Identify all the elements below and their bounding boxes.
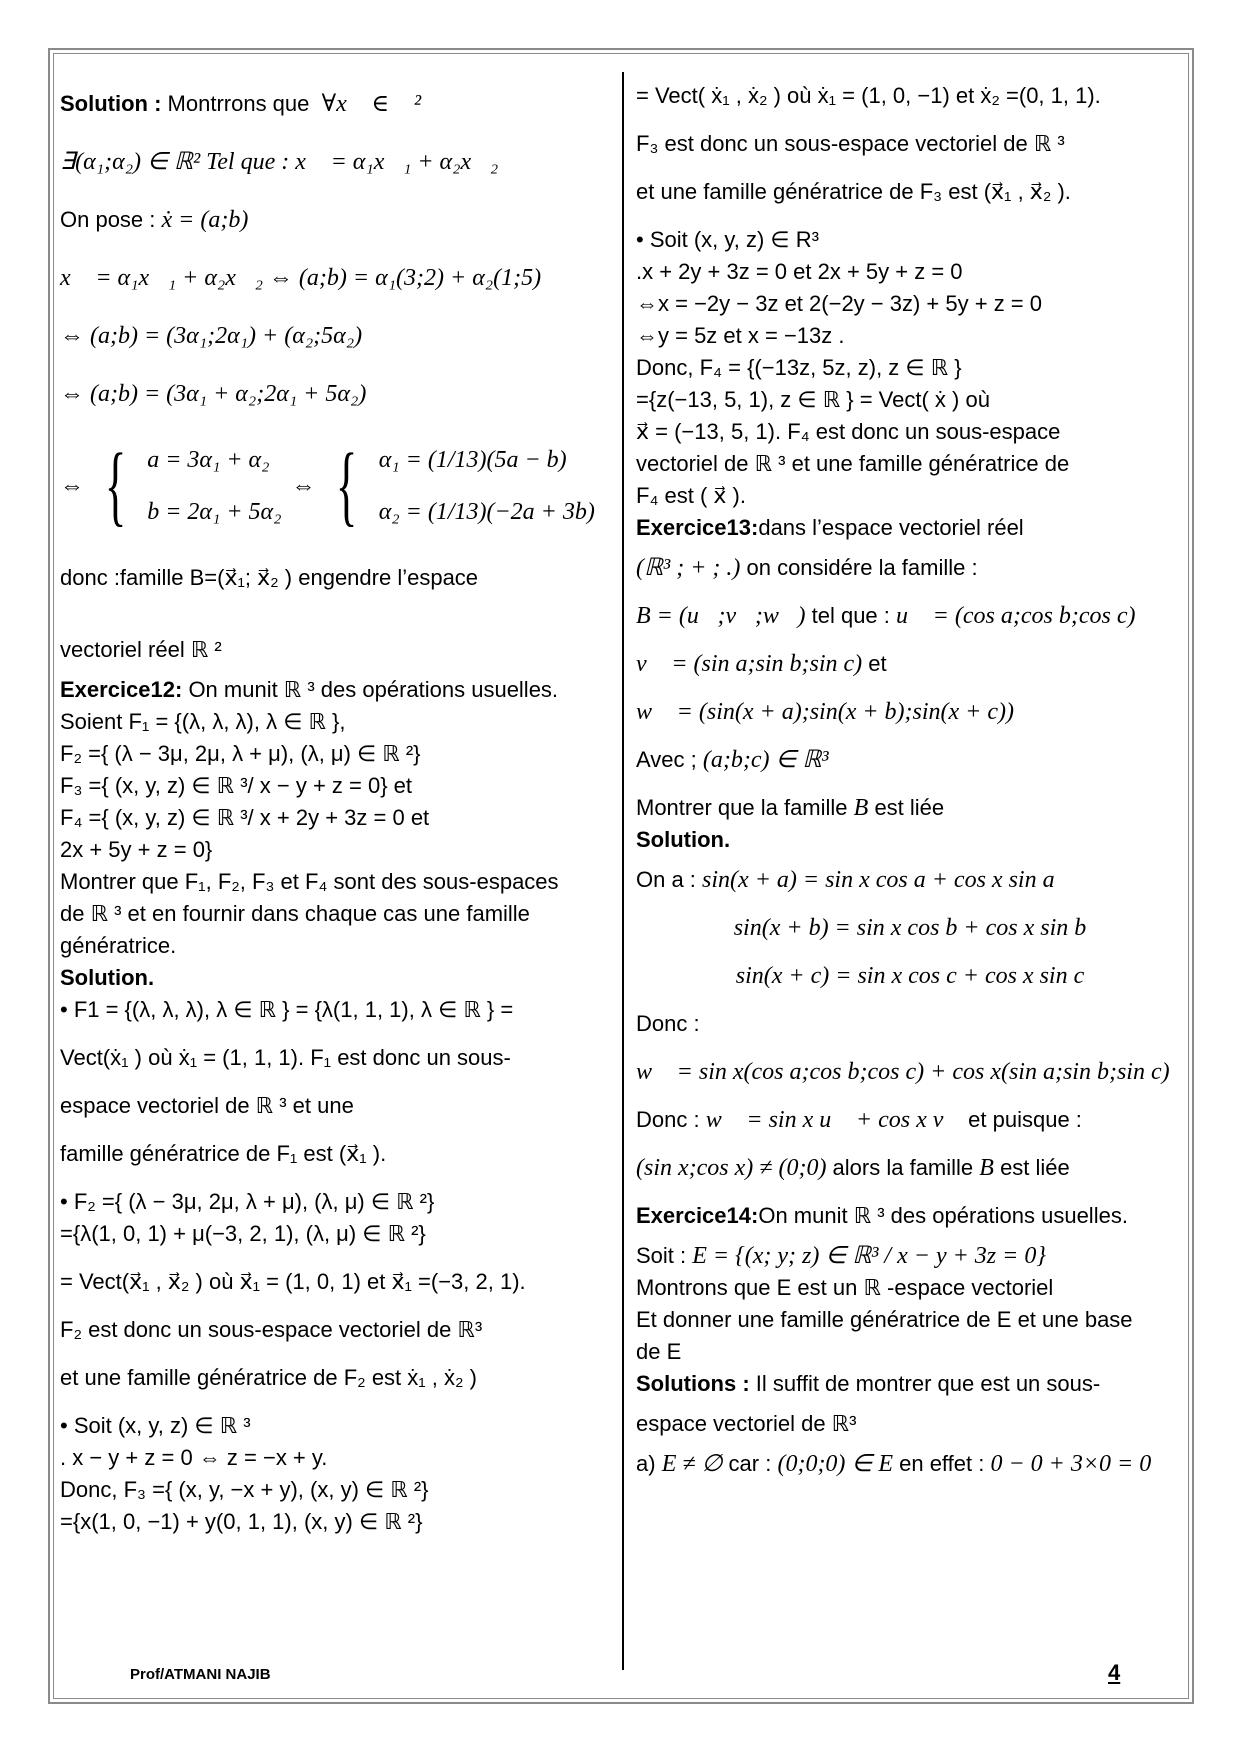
left-line: Montrer que F₁, F₂, F₃ et F₄ sont des sous-espaces: [60, 869, 559, 894]
right-line: = Vect( ẋ₁ , ẋ₂ ) où ẋ₁ = (1, 0, −1) et ẋ₂ =(0, 1, 1).: [636, 83, 1101, 108]
left-line: F₂ est donc un sous-espace vectoriel de ℝ³: [60, 1317, 483, 1342]
left-line: donc :famille B=(x⃗₁; x⃗₂ ) engendre l’espace: [60, 565, 479, 590]
system-right: [379, 444, 595, 528]
left-line: = Vect(x⃗₁ , x⃗₂ ) où x⃗₁ = (1, 0, 1) et x⃗₁ =(−3, 2, 1).: [60, 1269, 526, 1294]
left-line: x⃗ = α₁x⃗₁ + α₂x⃗₂ ⇔ (a;b) = α₁(3;2) + α₂(1;5): [60, 265, 542, 291]
right-line: ={z(−13, 5, 1), z ∈ ℝ } = Vect( ẋ ) où: [636, 387, 990, 412]
right-line: .x + 2y + 3z = 0 et 2x + 5y + z = 0: [636, 259, 963, 284]
left-line: • F₂ ={ (λ − 3μ, 2μ, λ + μ), (λ, μ) ∈ ℝ ²}: [60, 1189, 435, 1214]
right-line: • Soit (x, y, z) ∈ R³: [636, 227, 819, 252]
left-line: Donc, F₃ ={ (x, y, −x + y), (x, y) ∈ ℝ ²}: [60, 1477, 429, 1502]
right-line: Donc : w⃗ = sin x u⃗ + cos x v⃗ et puisque :: [636, 1107, 1082, 1133]
right-line: B = (u⃗;v⃗;w⃗) tel que : u⃗ = (cos a;cos b;cos c): [636, 603, 1136, 629]
right-line: sin(x + b) = sin x cos b + cos x sin b: [733, 915, 1087, 941]
left-line: et une famille génératrice de F₂ est ẋ₁ , ẋ₂ ): [60, 1365, 478, 1390]
right-line: Montrer que la famille B est liée: [636, 795, 945, 821]
left-line: F₂ ={ (λ − 3μ, 2μ, λ + μ), (λ, μ) ∈ ℝ ²}: [60, 741, 421, 766]
left-line: • Soit (x, y, z) ∈ ℝ ³: [60, 1413, 251, 1438]
page-number: 4: [1108, 1660, 1121, 1685]
left-line: ={x(1, 0, −1) + y(0, 1, 1), (x, y) ∈ ℝ ²}: [60, 1509, 423, 1534]
left-line: génératrice.: [60, 933, 177, 958]
equivalence-sign: ⇔: [60, 473, 84, 499]
right-line: Donc, F₄ = {(−13z, 5z, z), z ∈ ℝ }: [636, 355, 962, 380]
right-column: [636, 80, 1184, 1480]
left-line: ∃(α₁;α₂) ∈ ℝ² Tel que : x⃗ = α₁x⃗₁ + α₂x⃗₂: [60, 149, 499, 175]
left-line: F₄ ={ (x, y, z) ∈ ℝ ³/ x + 2y + 3z = 0 et: [60, 805, 430, 830]
system-equation: a = 3α₁ + α₂: [147, 447, 270, 473]
right-line: de E: [636, 1339, 682, 1364]
right-line: F₃ est donc un sous-espace vectoriel de ℝ ³: [636, 131, 1065, 156]
right-line: Solutions : Il suffit de montrer que est un sous-: [636, 1371, 1101, 1396]
column-divider: [622, 72, 624, 1670]
system-equation: α₁ = (1/13)(5a − b): [378, 447, 567, 473]
left-line: famille génératrice de F₁ est (x⃗₁ ).: [60, 1141, 387, 1166]
right-line: Avec ; (a;b;c) ∈ ℝ³: [636, 747, 829, 773]
right-line: Soit : E = {(x; y; z) ∈ ℝ³ / x − y + 3z = 0}: [636, 1243, 1046, 1269]
right-line: w⃗ = (sin(x + a);sin(x + b);sin(x + c)): [636, 699, 1015, 725]
equivalence-sign: ⇔: [291, 473, 316, 499]
equation-system: [60, 426, 608, 546]
right-line: sin(x + c) = sin x cos c + cos x sin c: [735, 963, 1085, 989]
right-line: Donc :: [636, 1011, 700, 1036]
right-line: (sin x;cos x) ≠ (0;0) alors la famille B est liée: [636, 1155, 1070, 1181]
left-line: ={λ(1, 0, 1) + μ(−3, 2, 1), (λ, μ) ∈ ℝ ²}: [60, 1221, 426, 1246]
right-line: v⃗ = (sin a;sin b;sin c) et: [636, 651, 887, 677]
left-line: . x − y + z = 0 ⇔ z = −x + y.: [60, 1445, 328, 1470]
left-line: ⇔ (a;b) = (3α₁ + α₂;2α₁ + 5α₂): [60, 381, 367, 407]
left-brace: {: [336, 436, 358, 535]
right-line: x⃗ = (−13, 5, 1). F₄ est donc un sous-espace: [636, 419, 1061, 444]
left-line: On pose : ẋ = (a;b): [60, 207, 249, 233]
left-line: Solution.: [60, 965, 155, 990]
right-line: Solution.: [636, 827, 731, 852]
right-line: Exercice14:On munit ℝ ³ des opérations usuelles.: [636, 1203, 1128, 1228]
right-line: w⃗ = sin x(cos a;cos b;cos c) + cos x(sin a;sin b;sin c): [636, 1059, 1170, 1085]
left-line: ⇔ (a;b) = (3α₁;2α₁) + (α₂;5α₂): [60, 323, 363, 349]
right-line: ⇔x = −2y − 3z et 2(−2y − 3z) + 5y + z = 0: [636, 291, 1043, 316]
system-left: [147, 444, 281, 528]
right-line: Et donner une famille génératrice de E et une base: [636, 1307, 1133, 1332]
left-line: Solution : Montrrons que ∀x⃗ ∈ ℝ²: [60, 91, 422, 117]
right-line: ⇔y = 5z et x = −13z .: [636, 323, 845, 348]
left-line: 2x + 5y + z = 0}: [60, 837, 213, 862]
footer-author: Prof/ATMANI NAJIB: [130, 1666, 271, 1683]
left-line: • F1 = {(λ, λ, λ), λ ∈ ℝ } = {λ(1, 1, 1), λ ∈ ℝ } =: [60, 997, 514, 1022]
right-line: et une famille génératrice de F₃ est (x⃗₁ , x⃗₂ ).: [636, 179, 1071, 204]
left-line: de ℝ ³ et en fournir dans chaque cas une famille: [60, 901, 530, 926]
right-line: On a : sin(x + a) = sin x cos a + cos x sin a: [636, 867, 1055, 893]
system-equation: α₂ = (1/13)(−2a + 3b): [378, 499, 595, 525]
system-equation: b = 2α₁ + 5α₂: [147, 499, 282, 525]
left-brace: {: [104, 436, 127, 535]
left-line: Vect(ẋ₁ ) où ẋ₁ = (1, 1, 1). F₁ est donc un sous-: [60, 1045, 511, 1070]
left-line: F₃ ={ (x, y, z) ∈ ℝ ³/ x − y + z = 0} et: [60, 773, 413, 798]
right-line: Montrons que E est un ℝ -espace vectoriel: [636, 1275, 1054, 1300]
left-line: Soient F₁ = {(λ, λ, λ), λ ∈ ℝ },: [60, 709, 346, 734]
right-line: F₄ est ( x⃗ ).: [636, 483, 746, 508]
left-column: [60, 88, 608, 1538]
right-line: (ℝ³ ; + ; .) on considére la famille :: [636, 555, 978, 581]
right-line: espace vectoriel de ℝ³: [636, 1411, 857, 1436]
right-line: a) E ≠ ∅ car : (0;0;0) ∈ E en effet : 0 − 0 + 3×0 = 0: [636, 1451, 1152, 1477]
left-line: vectoriel réel ℝ ²: [60, 637, 222, 662]
right-line: Exercice13:dans l’espace vectoriel réel: [636, 515, 1024, 540]
right-line: vectoriel de ℝ ³ et une famille génératrice de: [636, 451, 1070, 476]
left-line: espace vectoriel de ℝ ³ et une: [60, 1093, 354, 1118]
left-line: Exercice12: On munit ℝ ³ des opérations usuelles.: [60, 677, 559, 702]
